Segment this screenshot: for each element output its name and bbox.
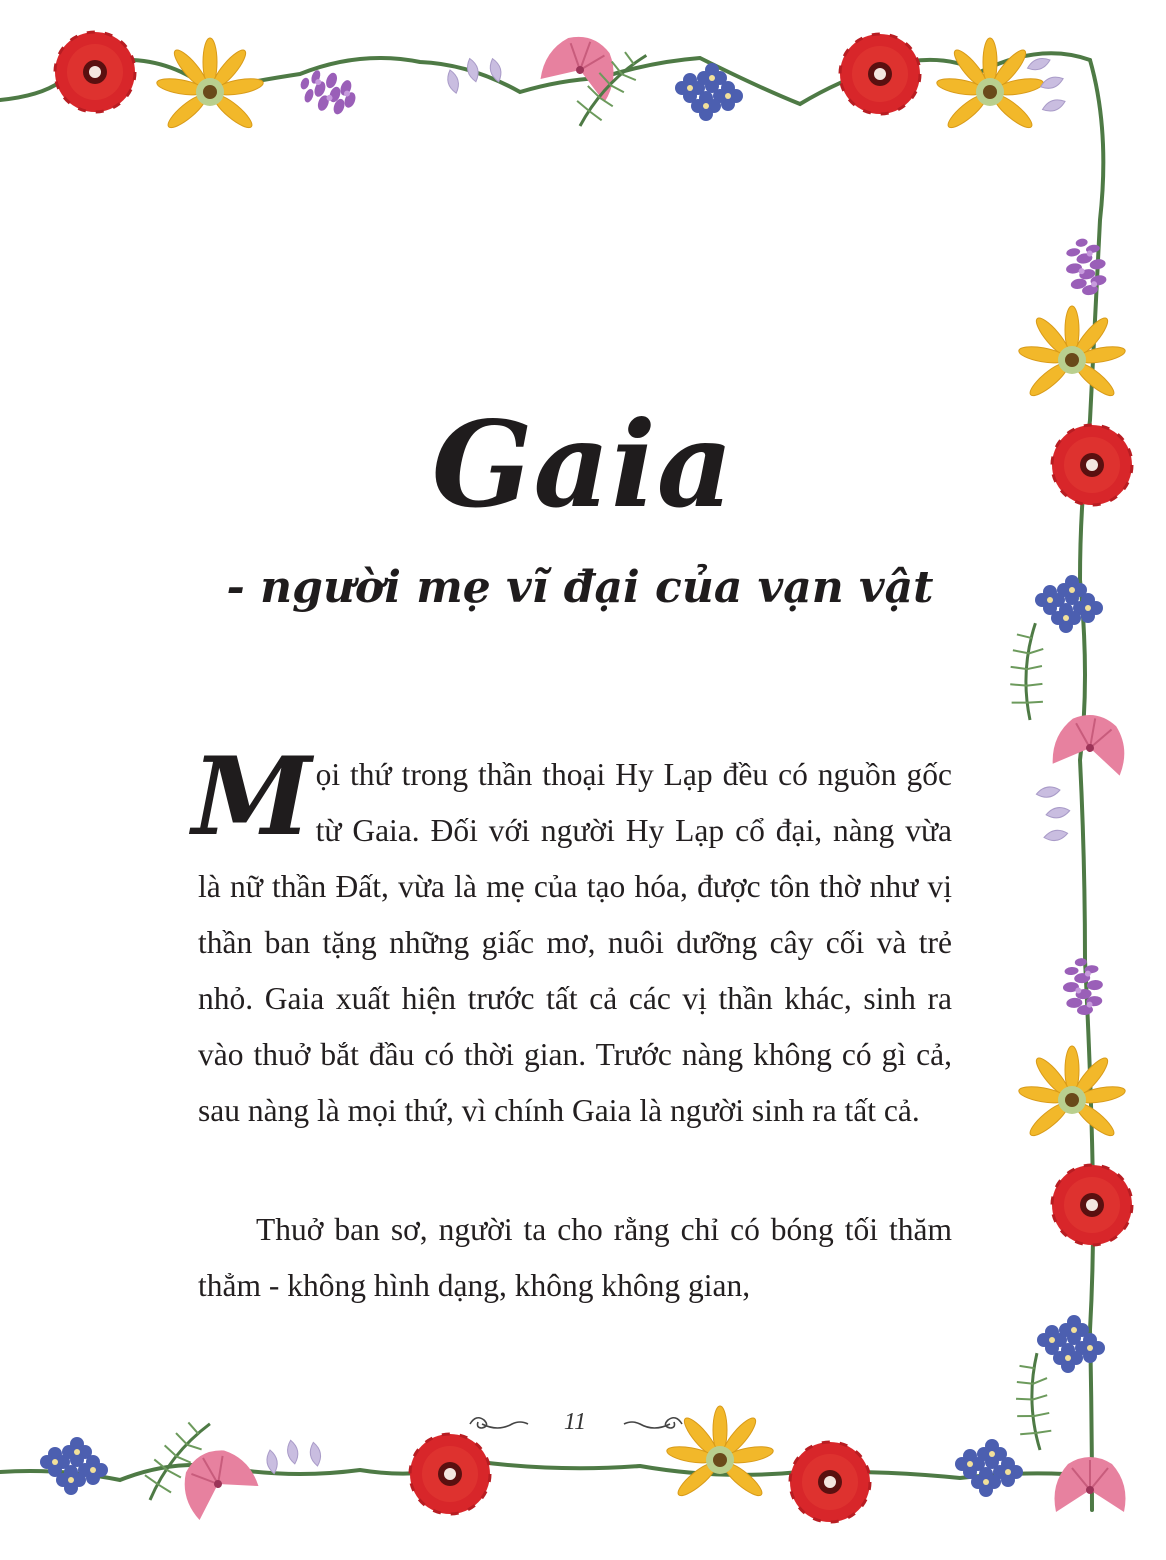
page-footer [0, 1402, 1166, 1442]
body-paragraph: Thuở ban sơ, người ta cho rằng chỉ có bóng tối thăm thẳm - không hình dạng, không không gian, [198, 1212, 952, 1303]
chapter-subtitle: - người mẹ vĩ đại của vạn vật [226, 562, 934, 613]
body-paragraph [192, 734, 952, 1139]
left-ornament-icon [468, 1412, 530, 1434]
right-ornament-icon [622, 1412, 684, 1434]
paragraph-text: ọi thứ trong thần thoại Hy Lạp đều có nguồn gốc từ Gaia. Đối với người Hy Lạp cổ đại, nàng vừa là nữ thần Đất, vừa là mẹ của tạo hóa, được tôn thờ như vị thần ban tặng những giấc mơ, nuôi dưỡng cây cối và trẻ nhỏ. Gaia xuất hiện trước tất cả các vị thần khác, sinh ra vào thuở bắt đầu có thời gian. Trước nàng không có gì cả, sau nàng là mọi thứ, vì chính Gaia là người sinh ra tất cả. [198, 757, 952, 1128]
chapter-title: Gaia [431, 395, 735, 534]
page-number: 11 [563, 1409, 587, 1435]
drop-cap: M [192, 734, 312, 860]
